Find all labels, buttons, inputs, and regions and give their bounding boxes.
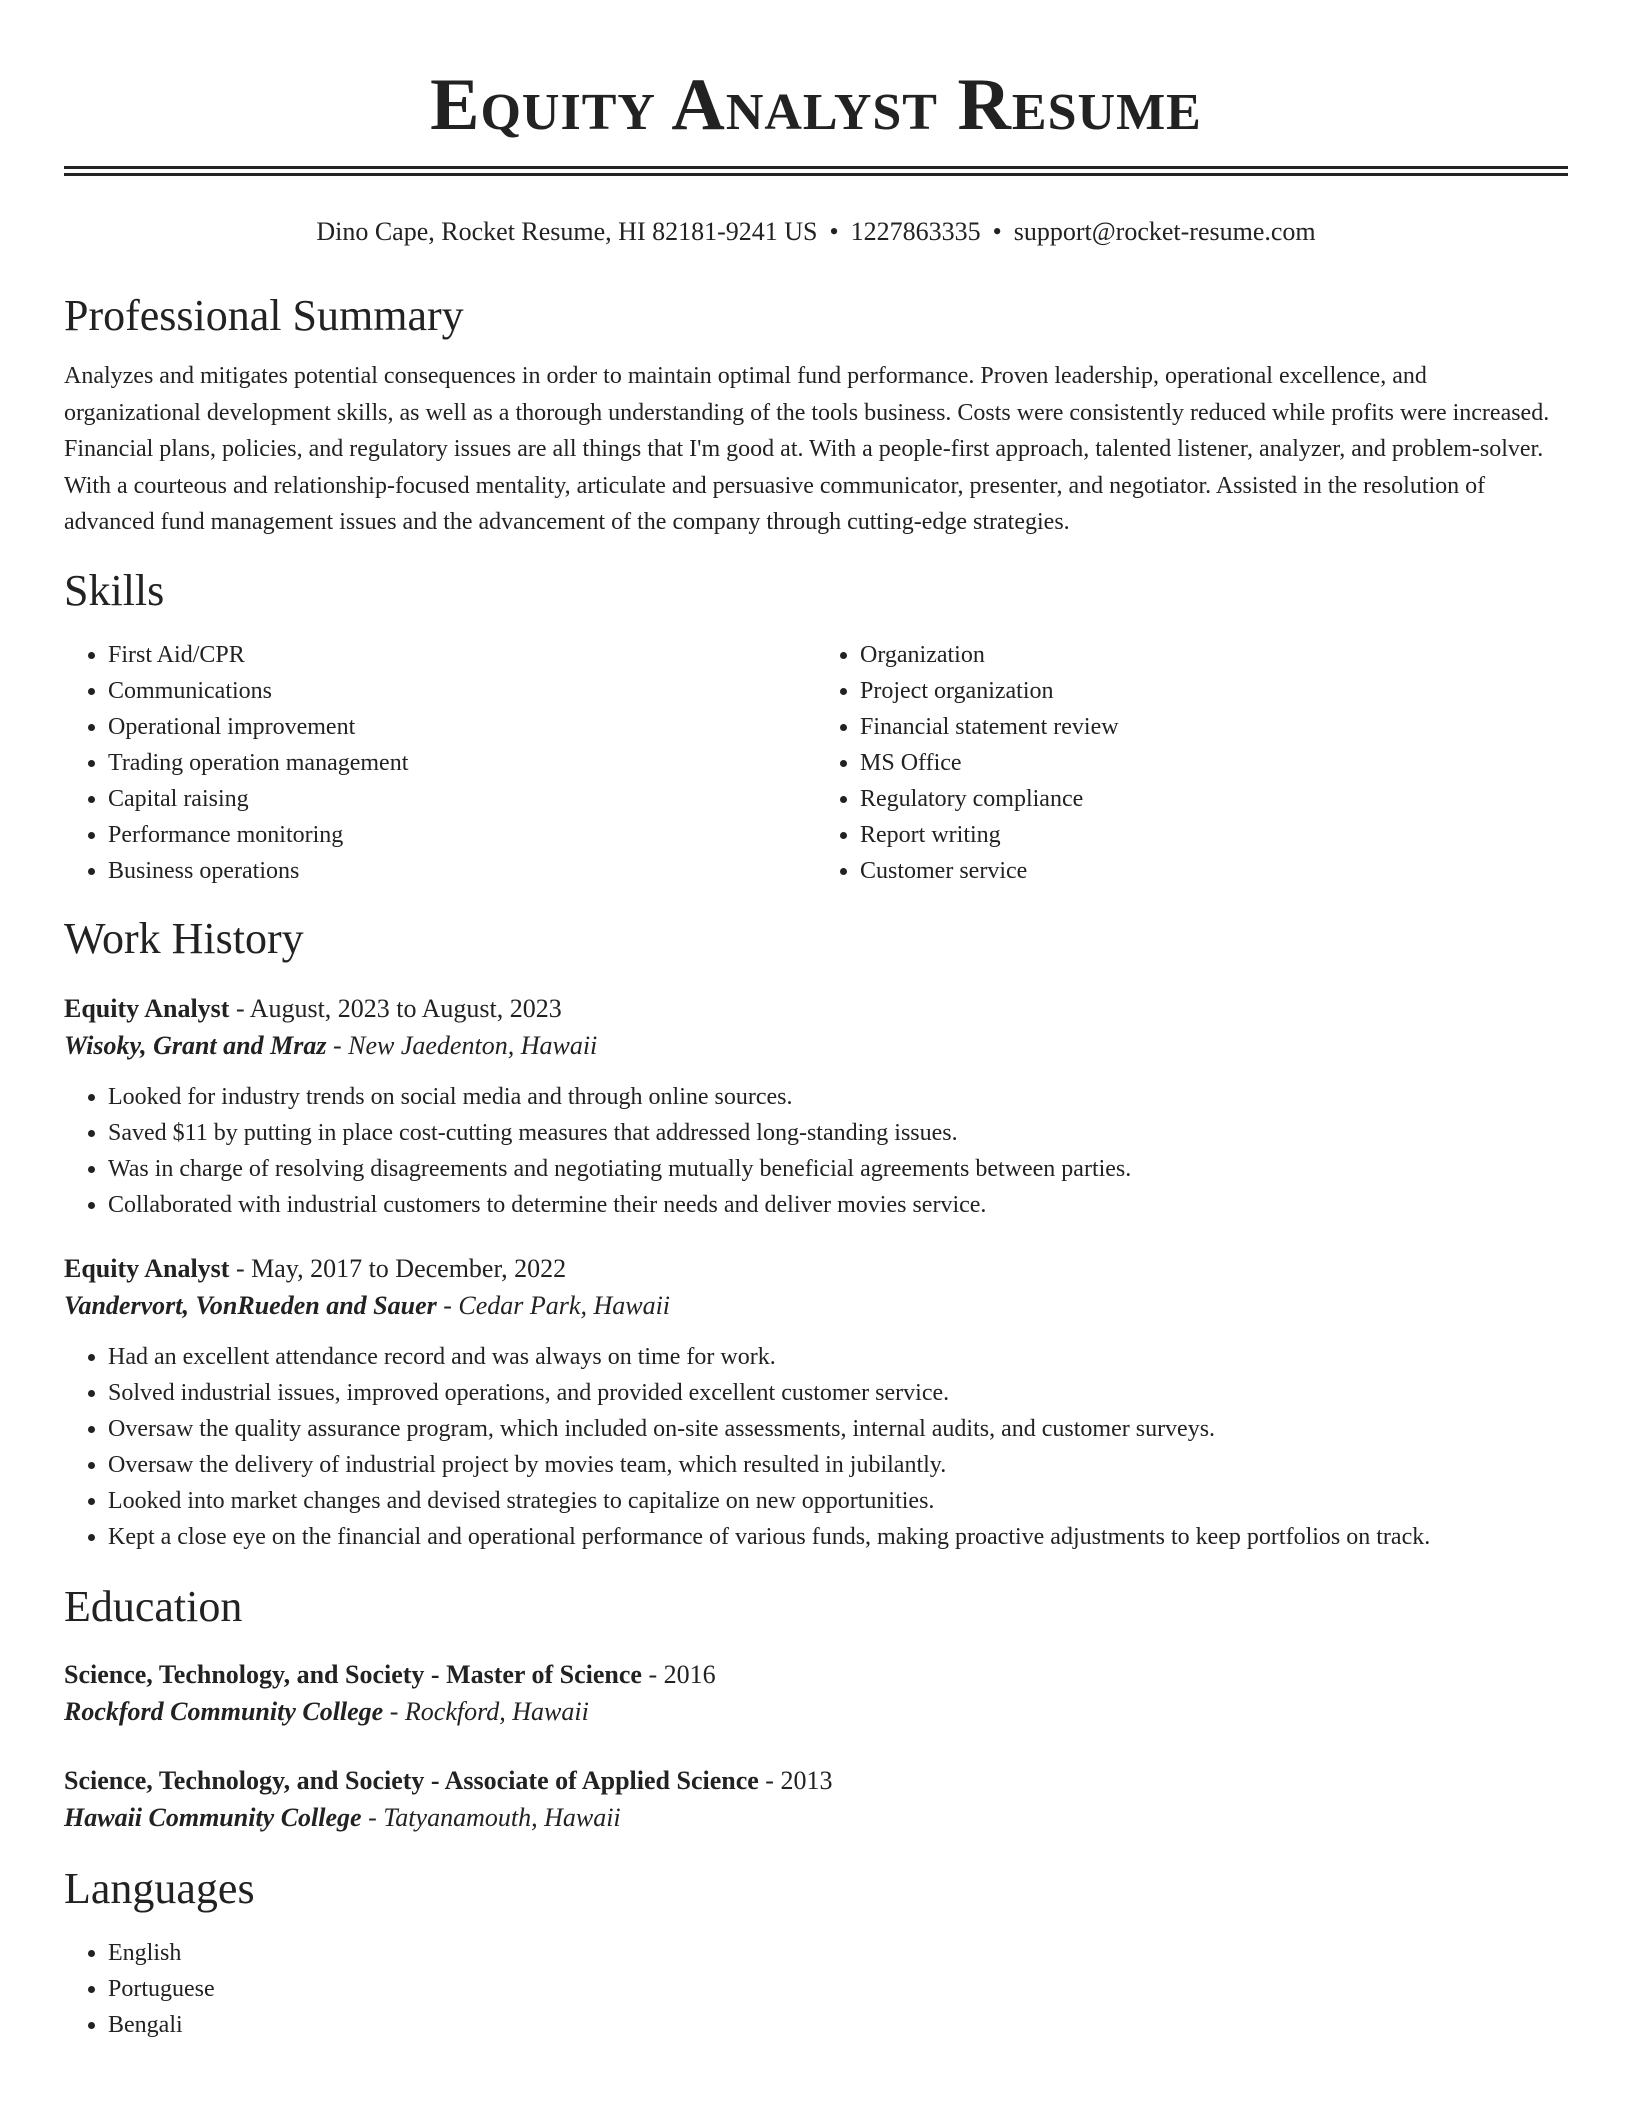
skill-item: • Performance monitoring: [108, 817, 816, 853]
contact-email: support@rocket-resume.com: [1013, 217, 1316, 246]
skill-item: • Project organization: [860, 673, 1568, 709]
company-location: - New Jaedenton, Hawaii: [326, 1030, 598, 1060]
job-entry: [64, 1251, 1568, 1555]
company-name: Wisoky, Grant and Mraz: [64, 1030, 327, 1060]
job-bullet: • Oversaw the quality assurance program, which included on-site assessments, internal audits, and customer surveys.: [108, 1411, 1568, 1447]
school-name: Rockford Community College: [64, 1696, 384, 1726]
job-title: Equity Analyst: [64, 993, 230, 1023]
language-item: • English: [108, 1935, 1568, 1971]
skill-item: • Regulatory compliance: [860, 781, 1568, 817]
company-line: [64, 1027, 1568, 1065]
summary-heading: Professional Summary: [64, 291, 464, 340]
summary-text: Analyzes and mitigates potential consequences in order to maintain optimal fund performance. Proven leadership, operational excellence, and organizational development skills, as well as a thorough understanding of the tools business. Costs were consistently reduced while profits were increased. Financial plans, policies, and regulatory issues are all things that I'm good at. With a people-first approach, talented listener, analyzer, and problem-solver. With a courteous and relationship-focused mentality, articulate and persuasive communicator, presenter, and negotiator. Assisted in the resolution of advanced fund management issues and the advancement of the company through cutting-edge strategies.: [64, 363, 1550, 535]
skill-item: • MS Office: [860, 745, 1568, 781]
contact-phone: 1227863335: [850, 217, 981, 246]
degree-line: [64, 1763, 1568, 1799]
company-name: Vandervort, VonRueden and Sauer: [64, 1290, 437, 1320]
school-line: [64, 1693, 1568, 1731]
degree-year: - 2016: [641, 1659, 716, 1689]
job-dates: - August, 2023 to August, 2023: [229, 993, 562, 1023]
job-bullet: • Looked into market changes and devised strategies to capitalize on new opportunities.: [108, 1483, 1568, 1519]
skill-item: • Business operations: [108, 853, 816, 889]
job-bullet: • Kept a close eye on the financial and operational performance of various funds, making proactive adjustments to keep portfolios on track.: [108, 1519, 1568, 1555]
skills-columns: [64, 637, 1568, 889]
job-bullet: • Was in charge of resolving disagreements and negotiating mutually beneficial agreements between parties.: [108, 1151, 1568, 1187]
skills-list-right: [816, 637, 1568, 889]
job-title: Equity Analyst: [64, 1253, 230, 1283]
job-bullets: [64, 1079, 1568, 1223]
skill-item: • Financial statement review: [860, 709, 1568, 745]
skill-item: • Capital raising: [108, 781, 816, 817]
job-title-line: [64, 991, 1568, 1027]
title-double-rule: [64, 166, 1568, 176]
school-name: Hawaii Community College: [64, 1802, 362, 1832]
job-bullet: • Solved industrial issues, improved operations, and provided excellent customer service.: [108, 1375, 1568, 1411]
resume-title: Equity Analyst Resume: [430, 64, 1202, 146]
job-entry: [64, 991, 1568, 1223]
skill-item: • Communications: [108, 673, 816, 709]
degree-name: Science, Technology, and Society - Associate of Applied Science: [64, 1765, 759, 1795]
language-item: • Portuguese: [108, 1971, 1568, 2007]
languages-heading: Languages: [64, 1863, 255, 1913]
skill-item: • Organization: [860, 637, 1568, 673]
school-line: [64, 1799, 1568, 1837]
school-location: - Rockford, Hawaii: [383, 1696, 589, 1726]
contact-line: [64, 216, 1568, 248]
job-bullets: [64, 1339, 1568, 1555]
degree-year: - 2013: [758, 1765, 833, 1795]
contact-separator: •: [829, 217, 839, 246]
skill-item: • First Aid/CPR: [108, 637, 816, 673]
skill-item: • Customer service: [860, 853, 1568, 889]
work-history-heading: Work History: [64, 913, 304, 963]
school-location: - Tatyanamouth, Hawaii: [361, 1802, 621, 1832]
job-dates: - May, 2017 to December, 2022: [229, 1253, 567, 1283]
education-entry: [64, 1763, 1568, 1837]
skill-item: • Report writing: [860, 817, 1568, 853]
job-bullet: • Oversaw the delivery of industrial project by movies team, which resulted in jubilantly.: [108, 1447, 1568, 1483]
job-bullet: • Collaborated with industrial customers to determine their needs and deliver movies service.: [108, 1187, 1568, 1223]
education-heading: Education: [64, 1581, 243, 1631]
job-bullet: • Saved $11 by putting in place cost-cutting measures that addressed long-standing issues.: [108, 1115, 1568, 1151]
skills-heading: Skills: [64, 565, 165, 615]
degree-line: [64, 1657, 1568, 1693]
education-entry: [64, 1657, 1568, 1731]
languages-list: [64, 1935, 1568, 2043]
job-bullet: • Looked for industry trends on social media and through online sources.: [108, 1079, 1568, 1115]
degree-name: Science, Technology, and Society - Master of Science: [64, 1659, 642, 1689]
contact-separator: •: [992, 217, 1002, 246]
contact-address: Dino Cape, Rocket Resume, HI 82181-9241 US: [316, 217, 818, 246]
skill-item: • Trading operation management: [108, 745, 816, 781]
skills-list-left: [64, 637, 816, 889]
company-location: - Cedar Park, Hawaii: [436, 1290, 671, 1320]
company-line: [64, 1287, 1568, 1325]
job-bullet: • Had an excellent attendance record and was always on time for work.: [108, 1339, 1568, 1375]
job-title-line: [64, 1251, 1568, 1287]
language-item: • Bengali: [108, 2007, 1568, 2043]
skill-item: • Operational improvement: [108, 709, 816, 745]
